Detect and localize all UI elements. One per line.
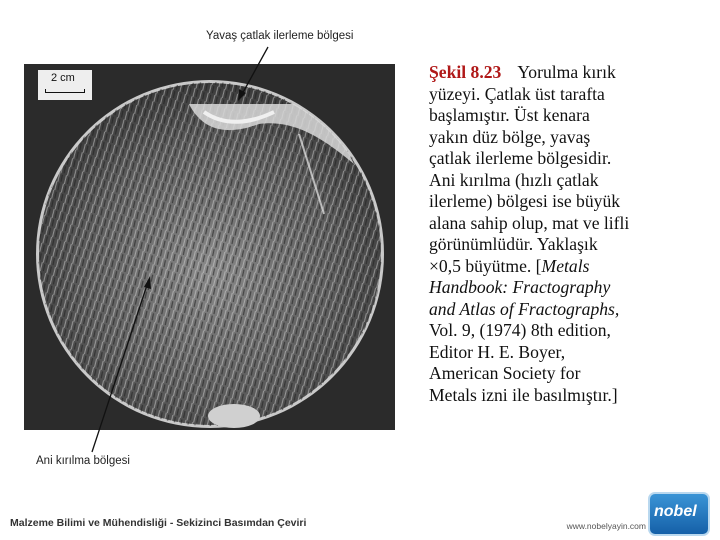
fast-fracture-zone-label: Ani kırılma bölgesi	[36, 455, 130, 467]
caption-line: American Society for	[429, 363, 581, 383]
slow-crack-zone-label: Yavaş çatlak ilerleme bölgesi	[206, 30, 354, 42]
fracture-surface-photo	[24, 64, 395, 430]
caption-line: Şekil 8.23 Yorulma kırık	[429, 62, 616, 82]
scale-bar	[45, 89, 85, 93]
caption-line: ilerleme) bölgesi ise büyük	[429, 191, 621, 211]
caption-line: ×0,5 büyütme. [Metals	[429, 255, 590, 276]
caption-line: Editor H. E. Boyer,	[429, 341, 566, 362]
figure-caption	[429, 62, 714, 406]
publisher-url[interactable]: www.nobelyayin.com	[566, 521, 646, 531]
caption-line: Vol. 9, (1974) 8th edition,	[429, 320, 611, 340]
scale-label: 2 cm	[51, 72, 75, 84]
caption-line: yakın düz bölge, yavaş	[429, 126, 591, 147]
footer	[0, 492, 720, 540]
figure-number: Şekil 8.23	[429, 62, 502, 82]
caption-line: görünümlüdür. Yaklaşık	[429, 234, 598, 254]
nobel-logo	[648, 492, 710, 536]
book-title: Malzeme Bilimi ve Mühendisliği - Sekizinci Basımdan Çeviri	[10, 517, 307, 529]
scale-bar-box	[38, 70, 92, 100]
caption-line: Ani kırılma (hızlı çatlak	[429, 169, 599, 190]
caption-line: and Atlas of Fractographs,	[429, 298, 620, 319]
caption-line: çatlak ilerleme bölgesidir.	[429, 148, 612, 168]
logo-text: nobel	[654, 503, 697, 520]
caption-line: Metals izni ile basılmıştır.]	[429, 384, 618, 405]
caption-line: Handbook: Fractography	[429, 277, 611, 297]
caption-line: başlamıştır. Üst kenara	[429, 105, 590, 125]
caption-line: alana sahip olup, mat ve lifli	[429, 212, 630, 233]
fracture-surface-image	[24, 64, 395, 430]
caption-line: yüzeyi. Çatlak üst tarafta	[429, 83, 605, 104]
